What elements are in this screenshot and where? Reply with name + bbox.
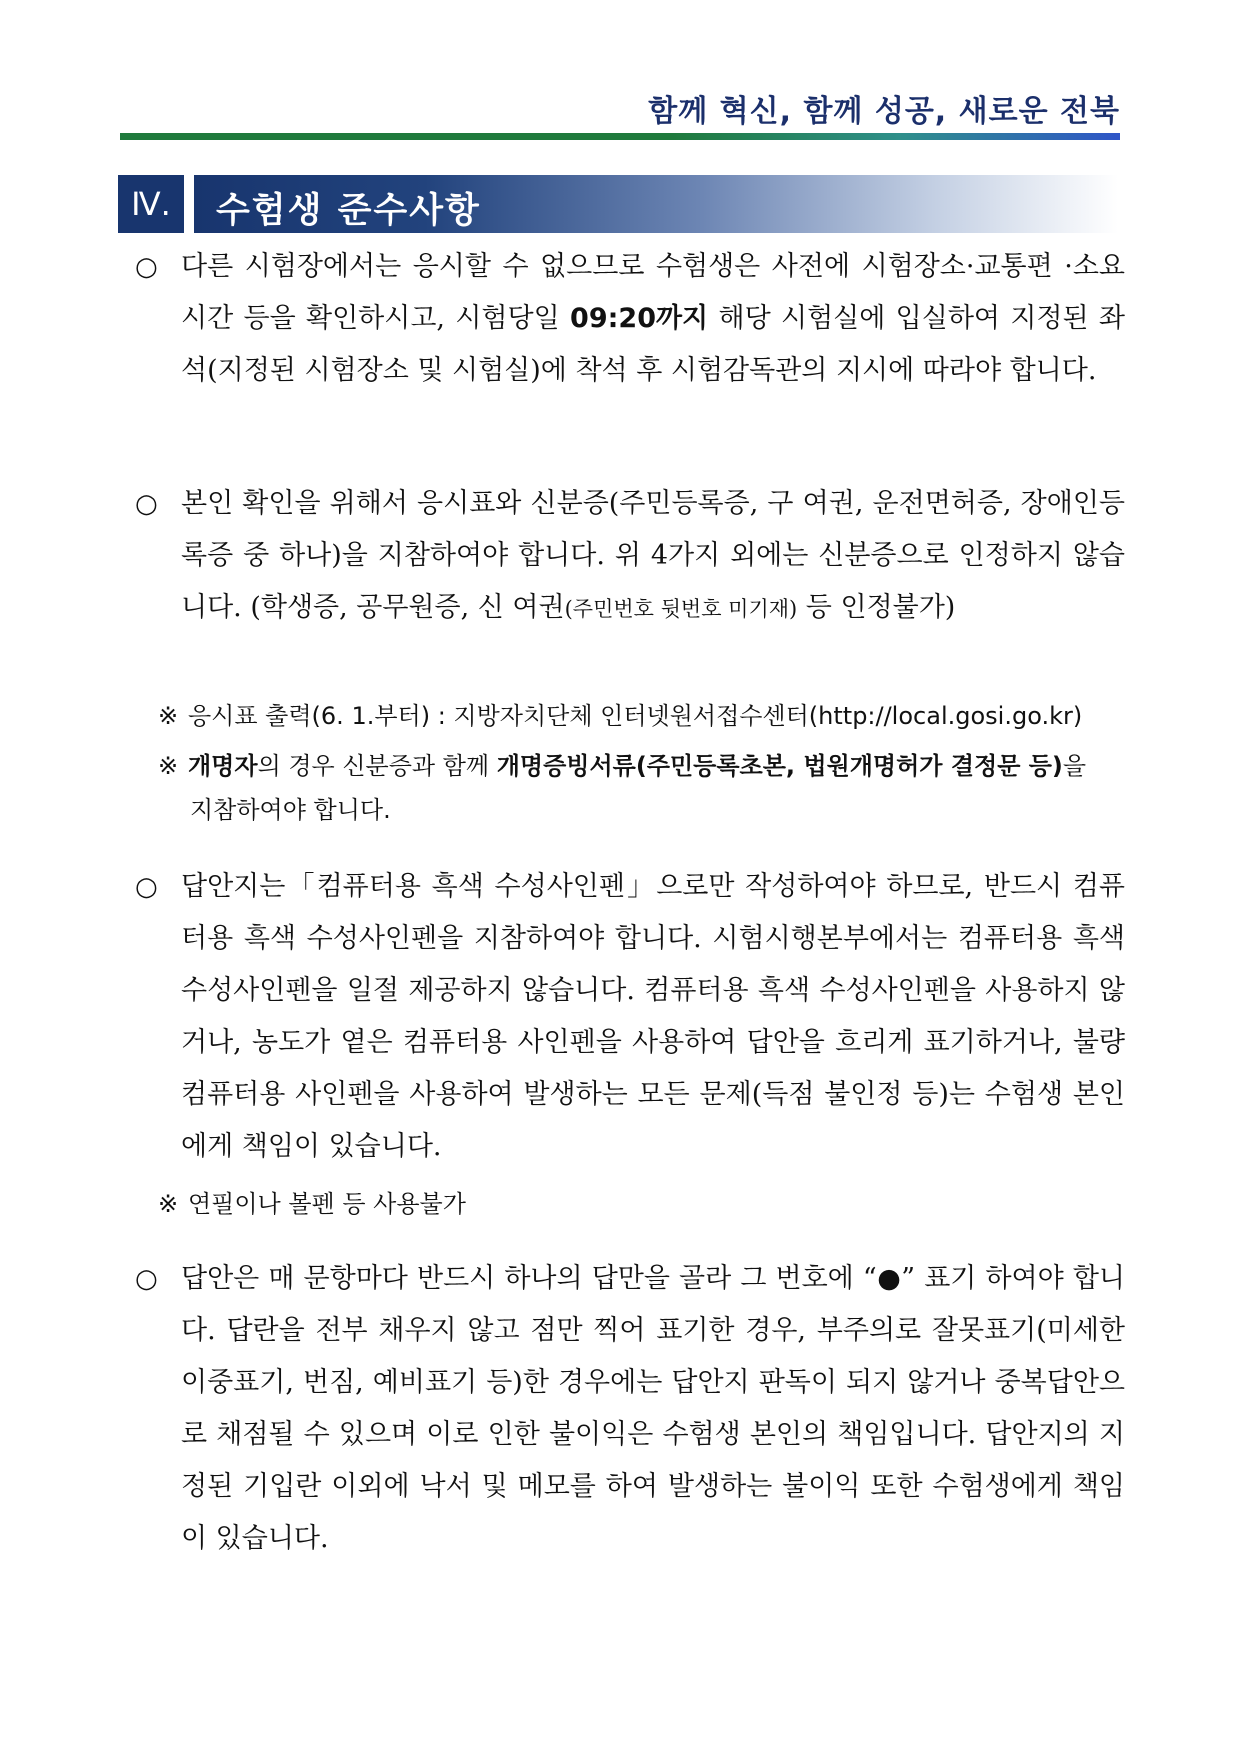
note-text: 응시표 출력(6. 1.부터) : 지방자치단체 인터넷원서접수센터(http://local.gosi.go.kr) bbox=[188, 702, 1083, 730]
bullet-circle: ○ bbox=[135, 252, 158, 282]
rule-paragraph-4 bbox=[135, 1253, 1125, 1565]
note-bold: 개명자 bbox=[188, 752, 258, 780]
text-run: 본인 확인을 위해서 응시표와 신분증(주민등록증, 구 여권, 운전면허증, 장애인등록증 중 하나)을 지참하여야 합니다. 위 4가지 외에는 신분증으로 인정하지 않습니다. (학생증, 공무원증, 신 여권 bbox=[181, 488, 1125, 623]
note-text: 지참하여야 합니다. bbox=[190, 796, 391, 824]
note-mark: ※ bbox=[158, 1190, 179, 1218]
bullet-circle: ○ bbox=[135, 872, 158, 902]
text-run: 다른 시험장에서는 응시할 수 없으므로 수험생은 사전에 시험장소·교통편 ·소요시간 등을 확인하시고, 시험당일 bbox=[181, 251, 1125, 334]
paragraph-text bbox=[181, 241, 1125, 397]
note-admission-ticket bbox=[158, 694, 1125, 738]
note-mark: ※ bbox=[158, 702, 179, 730]
header-slogan: 함께 혁신, 함께 성공, 새로운 전북 bbox=[648, 94, 1120, 129]
section-title: 수험생 준수사항 bbox=[216, 191, 481, 231]
note-mark: ※ bbox=[158, 752, 179, 780]
bullet-circle: ○ bbox=[135, 489, 158, 519]
note-pen-restriction bbox=[158, 1182, 1125, 1226]
rule-paragraph-2 bbox=[135, 478, 1125, 635]
text-run: 등 인정불가) bbox=[797, 592, 956, 623]
bullet-circle: ○ bbox=[135, 1264, 158, 1294]
section-heading bbox=[118, 175, 1118, 233]
note-name-change bbox=[158, 744, 1125, 832]
note-text: 을 bbox=[1062, 752, 1087, 780]
entry-time: 09:20까지 bbox=[570, 303, 709, 334]
section-number: Ⅳ. bbox=[118, 175, 184, 233]
section-title-band bbox=[194, 175, 1118, 233]
note-text: 연필이나 볼펜 등 사용불가 bbox=[188, 1190, 466, 1218]
header-divider bbox=[120, 133, 1120, 140]
paragraph-text: 답안지는「컴퓨터용 흑색 수성사인펜」으로만 작성하여야 하므로, 반드시 컴퓨터용 흑색 수성사인펜을 지참하여야 합니다. 시험시행본부에서는 컴퓨터용 흑색 수성사인펜을 일절 제공하지 않습니다. 컴퓨터용 흑색 수성사인펜을 사용하지 않거나, 농도가 옅은 컴퓨터용 사인펜을 사용하여 답안을 흐리게 표기하거나, 불량 컴퓨터용 사인펜을 사용하여 발생하는 모든 문제(득점 불인정 등)는 수험생 본인에게 책임이 있습니다. bbox=[181, 871, 1125, 1162]
note-text: 의 경우 신분증과 함께 bbox=[257, 752, 497, 780]
rule-paragraph-1 bbox=[135, 241, 1125, 397]
paragraph-text bbox=[181, 478, 1125, 635]
text-run: 해당 시험실에 입실하여 지정된 좌석(지정된 시험장소 및 시험실)에 착석 후 시험감독관의 지시에 따라야 합니다. bbox=[181, 303, 1126, 386]
text-run-small: (주민번호 뒷번호 미기재) bbox=[564, 597, 798, 621]
paragraph-text: 답안은 매 문항마다 반드시 하나의 답만을 골라 그 번호에 “●” 표기 하여야 합니다. 답란을 전부 채우지 않고 점만 찍어 표기한 경우, 부주의로 잘못표기(미세한 이중표기, 번짐, 예비표기 등)한 경우에는 답안지 판독이 되지 않거나 중복답안으로 채점될 수 있으며 이로 인한 불이익은 수험생 본인의 책임입니다. 답안지의 지정된 기입란 이외에 낙서 및 메모를 하여 발생하는 불이익 또한 수험생에게 책임이 있습니다. bbox=[181, 1263, 1125, 1554]
note-bold: 개명증빙서류(주민등록초본, 법원개명허가 결정문 등) bbox=[496, 752, 1063, 780]
rule-paragraph-3 bbox=[135, 861, 1125, 1173]
